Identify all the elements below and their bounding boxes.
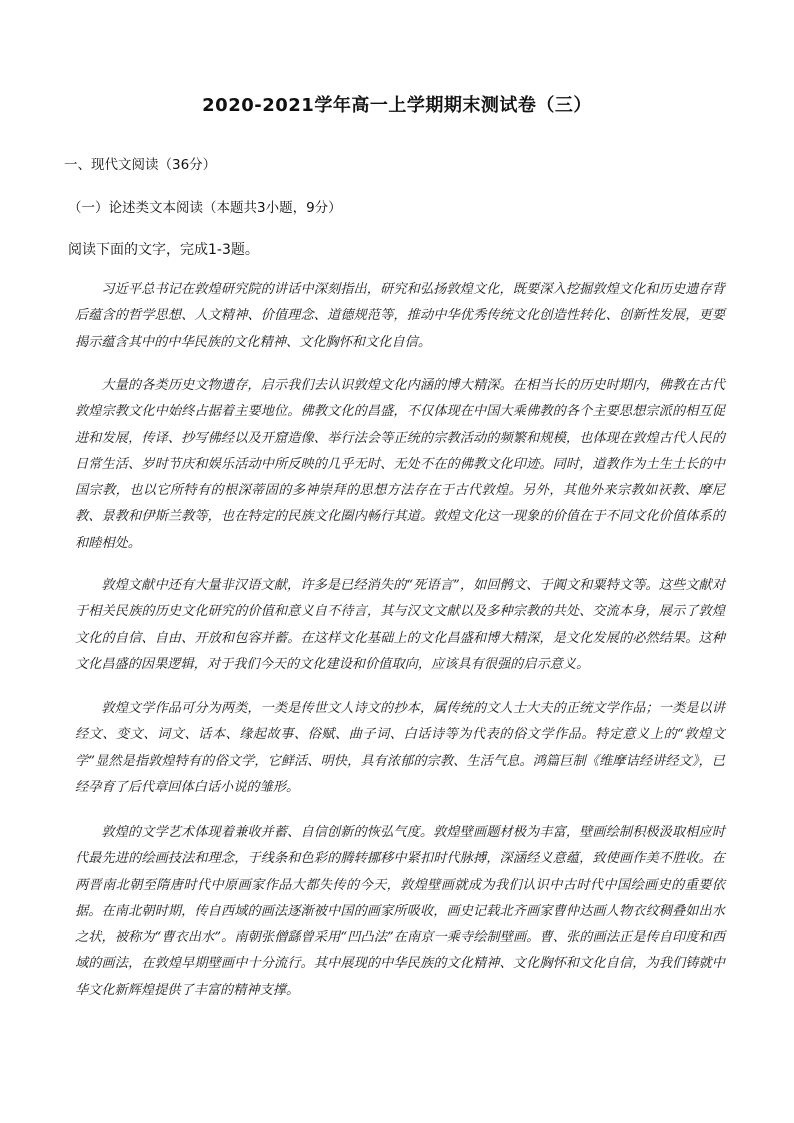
- section-heading: 一、现代文阅读（36分）: [64, 157, 217, 173]
- subsection-heading: （一）论述类文本阅读（本题共3小题，9分）: [68, 200, 342, 216]
- paragraph-1: 习近平总书记在敦煌研究院的讲话中深刻指出，研究和弘扬敦煌文化，既要深入挖掘敦煌文化和历史遗存背后蕴含的哲学思想、人文精神、价值理念、道德规范等，推动中华优秀传统文化创造性转化、创新性发展，更要揭示蕴含其中的中华民族的文化精神、文化胸怀和文化自信。: [75, 282, 725, 350]
- paragraph-3: 敦煌文献中还有大量非汉语文献，许多是已经消失的“死语言”，如回鹘文、于阗文和粟特文等。这些文献对于相关民族的历史文化研究的价值和意义自不待言，其与汉文文献以及多种宗教的共处、交流本身，展示了敦煌文化的自信、自由、开放和包容并蓄。在这样文化基础上的文化昌盛和博大精深，是文化发展的必然结果。这种文化昌盛的因果逻辑，对于我们今天的文化建设和价值取向，应该具有很强的启示意义。: [75, 578, 725, 672]
- paragraph-2: 大量的各类历史文物遗存，启示我们去认识敦煌文化内涵的博大精深。在相当长的历史时期内，佛教在古代敦煌宗教文化中始终占据着主要地位。佛教文化的昌盛，不仅体现在中国大乘佛教的各个主要思想宗派的相互促进和发展，传译、抄写佛经以及开窟造像、举行法会等正统的宗教活动的频繁和规模，也体现在敦煌古代人民的日常生活、岁时节庆和娱乐活动中所反映的几乎无时、无处不在的佛教文化印迹。同时，道教作为土生土长的中国宗教，也以它所特有的根深蒂固的多神崇拜的思想方法存在于古代敦煌。另外，其他外来宗教如祆教、摩尼教、景教和伊斯兰教等，也在特定的民族文化圈内畅行其道。敦煌文化这一现象的价值在于不同文化价值体系的和睦相处。: [75, 378, 725, 551]
- paragraph-4: 敦煌文学作品可分为两类，一类是传世文人诗文的抄本，属传统的文人士大夫的正统文学作品；一类是以讲经文、变文、词文、话本、缘起故事、俗赋、曲子词、白话诗等为代表的俗文学作品。特定意义上的“敦煌文学”显然是指敦煌特有的俗文学，它鲜活、明快，具有浓郁的宗教、生活气息。鸿篇巨制《维摩诘经讲经文》，已经孕育了后代章回体白话小说的雏形。: [75, 701, 725, 795]
- page-title: 2020-2021学年高一上学期期末测试卷（三）: [202, 95, 592, 116]
- reading-instruction: 阅读下面的文字，完成1-3题。: [68, 242, 259, 258]
- paragraph-5: 敦煌的文学艺术体现着兼收并蓄、自信创新的恢弘气度。敦煌壁画题材极为丰富，壁画绘制积极汲取相应时代最先进的绘画技法和理念，于线条和色彩的腾转挪移中紧扣时代脉搏，深涵经义意蕴，致使画作美不胜收。在两晋南北朝至隋唐时代中原画家作品大都失传的今天，敦煌壁画就成为我们认识中古时代中国绘画史的重要依据。在南北朝时期，传自西域的画法逐渐被中国的画家所吸收，画史记载北齐画家曹仲达画人物衣纹稠叠如出水之状，被称为“曹衣出水”。南朝张僧繇曾采用“凹凸法”在南京一乘寺绘制壁画。曹、张的画法正是传自印度和西域的画法，在敦煌早期壁画中十分流行。其中展现的中华民族的文化精神、文化胸怀和文化自信，为我们铸就中华文化新辉煌提供了丰富的精神支撑。: [75, 825, 725, 998]
